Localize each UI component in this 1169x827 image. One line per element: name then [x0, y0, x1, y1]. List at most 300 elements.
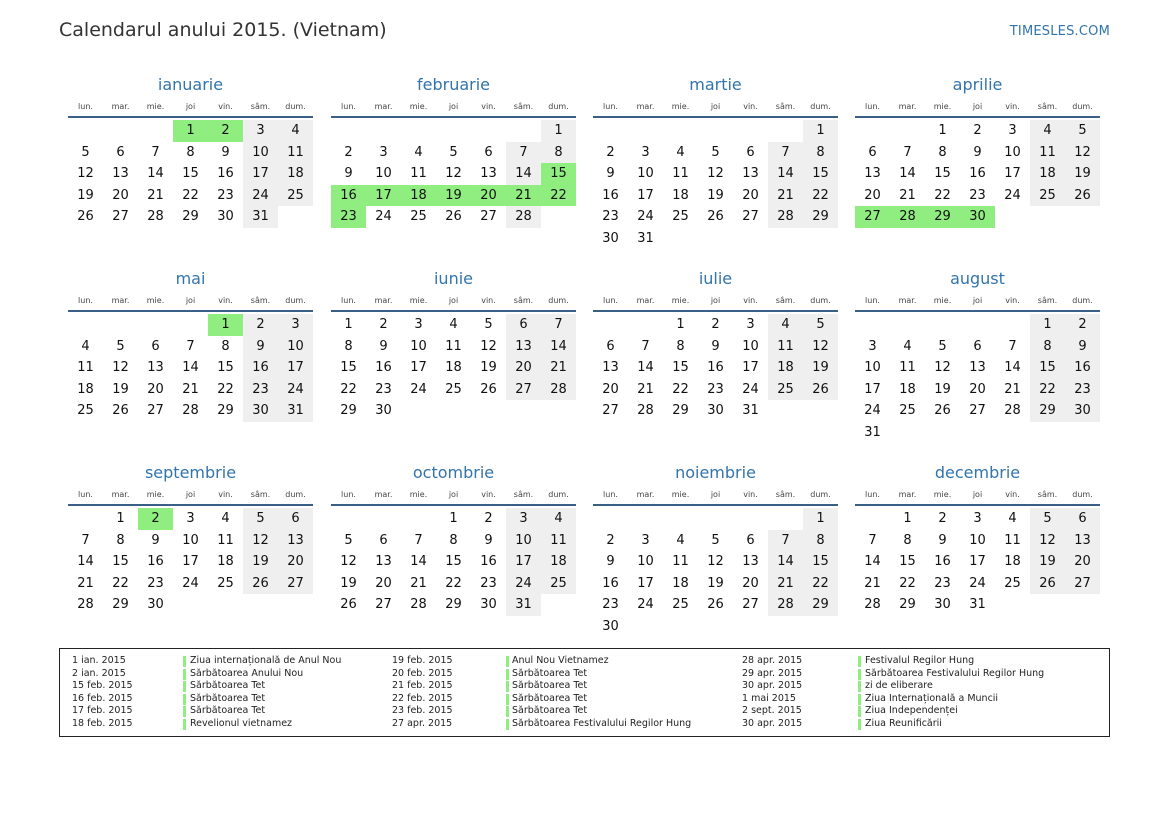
day-cell: 4	[81, 338, 90, 354]
day-cell: 25	[217, 575, 234, 591]
day-cell: 6	[746, 144, 755, 160]
weekday-header	[331, 292, 576, 312]
day-cell: 9	[711, 338, 720, 354]
day-cell: 25	[445, 381, 462, 397]
day-grid	[331, 118, 576, 228]
day-cell: 28	[1004, 403, 1021, 419]
day-cell: 29	[112, 597, 129, 613]
weekday-label: vin.	[481, 296, 496, 305]
empty-cell	[628, 314, 663, 336]
weekday-label: mar.	[111, 102, 130, 111]
holiday-marker	[183, 694, 186, 705]
day-cell: 11	[217, 532, 234, 548]
day-cell: 5	[1065, 120, 1100, 142]
holiday-day-cell: 29	[925, 206, 960, 228]
day-cell: 1	[676, 317, 685, 332]
day-cell: 18	[445, 360, 462, 376]
day-cell: 31	[278, 400, 313, 422]
weekday-label: dum.	[1072, 102, 1093, 111]
weekday-label: lun.	[341, 490, 356, 499]
day-cell: 10	[278, 336, 313, 358]
month-aprilie	[855, 72, 1100, 228]
day-cell: 10	[182, 532, 199, 548]
day-cell: 31	[243, 206, 278, 228]
holiday-day-cell: 2	[138, 508, 173, 530]
day-cell: 21	[864, 575, 881, 591]
day-cell: 8	[1030, 336, 1065, 358]
holiday-name: Festivalul Regilor Hung	[865, 655, 975, 666]
day-cell: 10	[637, 166, 654, 182]
weekday-label: joi	[972, 296, 983, 305]
day-cell: 7	[903, 144, 912, 160]
day-cell: 4	[221, 511, 230, 526]
holiday-marker	[506, 694, 509, 705]
day-cell: 12	[707, 554, 724, 570]
weekday-label: mie.	[409, 490, 428, 499]
day-cell: 21	[77, 575, 94, 591]
day-cell: 7	[541, 314, 576, 336]
day-cell: 24	[969, 575, 986, 591]
day-cell: 9	[484, 532, 493, 548]
day-cell: 25	[899, 403, 916, 419]
day-cell: 24	[637, 597, 654, 613]
day-cell: 13	[1065, 530, 1100, 552]
day-cell: 2	[606, 532, 615, 548]
empty-cell	[890, 314, 925, 336]
day-cell: 19	[934, 381, 951, 397]
day-cell: 19	[112, 381, 129, 397]
day-cell: 19	[243, 551, 278, 573]
weekday-label: vin.	[481, 102, 496, 111]
weekday-label: vin.	[1005, 296, 1020, 305]
holiday-name: Sărbătoarea Tet	[190, 705, 266, 717]
day-cell: 15	[182, 166, 199, 182]
day-cell: 1	[449, 511, 458, 526]
day-cell: 10	[1004, 144, 1021, 160]
holiday-date: 16 feb. 2015	[72, 692, 133, 704]
day-cell: 3	[379, 144, 388, 160]
day-cell: 28	[768, 594, 803, 616]
day-cell: 23	[707, 381, 724, 397]
holiday-marker	[183, 656, 186, 667]
day-cell: 22	[934, 187, 951, 203]
day-cell: 4	[676, 532, 685, 548]
weekday-label: dum.	[548, 102, 569, 111]
day-cell: 10	[506, 530, 541, 552]
day-cell: 31	[637, 230, 654, 246]
day-cell: 15	[340, 360, 357, 376]
day-grid	[68, 118, 313, 228]
weekday-label: lun.	[78, 490, 93, 499]
day-cell: 21	[147, 187, 164, 203]
month-name: aprilie	[952, 75, 1003, 94]
month-name: februarie	[416, 75, 491, 94]
weekday-header	[68, 486, 313, 506]
weekday-label: sâm.	[775, 490, 796, 499]
weekday-label: mie.	[671, 490, 690, 499]
weekday-label: sâm.	[250, 296, 271, 305]
day-cell: 13	[602, 360, 619, 376]
holiday-day-cell: 30	[960, 206, 995, 228]
weekday-label: lun.	[865, 102, 880, 111]
day-cell: 19	[803, 357, 838, 379]
holiday-day-cell: 16	[331, 185, 366, 207]
holiday-date: 28 apr. 2015	[742, 655, 803, 666]
day-cell: 30	[480, 597, 497, 613]
day-cell: 6	[973, 338, 982, 354]
holiday-marker	[858, 669, 861, 680]
day-cell: 15	[1030, 357, 1065, 379]
day-cell: 11	[541, 530, 576, 552]
day-cell: 17	[278, 357, 313, 379]
weekday-label: mar.	[374, 102, 393, 111]
day-cell: 13	[147, 360, 164, 376]
holiday-day-cell: 19	[436, 185, 471, 207]
weekday-header	[855, 486, 1100, 506]
empty-cell	[331, 508, 366, 530]
day-cell: 2	[606, 144, 615, 160]
day-cell: 29	[1030, 400, 1065, 422]
day-cell: 29	[182, 209, 199, 225]
day-cell: 13	[742, 166, 759, 182]
day-cell: 17	[506, 551, 541, 573]
holiday-name: Anul Nou Vietnamez	[512, 655, 609, 666]
day-cell: 5	[711, 532, 720, 548]
holiday-marker	[506, 656, 509, 667]
weekday-label: joi	[448, 102, 459, 111]
weekday-label: dum.	[285, 102, 306, 111]
day-cell: 11	[410, 166, 427, 182]
day-cell: 14	[541, 336, 576, 358]
holiday-date: 27 apr. 2015	[392, 717, 453, 729]
weekday-label: mar.	[898, 102, 917, 111]
day-cell: 9	[243, 336, 278, 358]
weekday-label: joi	[448, 296, 459, 305]
day-cell: 26	[707, 597, 724, 613]
weekday-label: lun.	[865, 296, 880, 305]
day-cell: 27	[742, 597, 759, 613]
day-cell: 12	[445, 166, 462, 182]
holiday-name: Ziua Internațională a Muncii	[865, 692, 999, 704]
day-cell: 15	[899, 554, 916, 570]
empty-cell	[103, 120, 138, 142]
day-grid	[855, 506, 1100, 616]
month-name: ianuarie	[157, 75, 224, 94]
day-cell: 14	[506, 163, 541, 185]
day-cell: 1	[1030, 314, 1065, 336]
day-cell: 20	[506, 357, 541, 379]
day-cell: 3	[868, 338, 877, 354]
day-cell: 7	[81, 532, 90, 548]
day-cell: 7	[186, 338, 195, 354]
day-cell: 15	[217, 360, 234, 376]
day-cell: 2	[1065, 314, 1100, 336]
month-name: iulie	[698, 269, 733, 288]
weekday-label: dum.	[548, 296, 569, 305]
day-cell: 9	[606, 166, 615, 182]
day-cell: 7	[151, 144, 160, 160]
empty-cell	[103, 314, 138, 336]
day-cell: 2	[344, 144, 353, 160]
holiday-day-cell: 2	[208, 120, 243, 142]
day-cell: 14	[410, 554, 427, 570]
day-cell: 16	[480, 554, 497, 570]
empty-cell	[68, 508, 103, 530]
day-cell: 28	[410, 597, 427, 613]
day-cell: 11	[1030, 142, 1065, 164]
day-cell: 6	[379, 532, 388, 548]
day-cell: 25	[768, 379, 803, 401]
weekday-header	[68, 292, 313, 312]
empty-cell	[138, 314, 173, 336]
day-cell: 20	[1065, 551, 1100, 573]
day-cell: 3	[243, 120, 278, 142]
weekday-label: sâm.	[513, 490, 534, 499]
day-cell: 7	[1008, 338, 1017, 354]
day-cell: 17	[1004, 166, 1021, 182]
day-cell: 23	[217, 187, 234, 203]
day-cell: 17	[637, 575, 654, 591]
day-cell: 31	[506, 594, 541, 616]
holiday-date: 17 feb. 2015	[72, 705, 133, 717]
empty-cell	[506, 120, 541, 142]
day-cell: 26	[340, 597, 357, 613]
day-cell: 11	[77, 360, 94, 376]
day-cell: 27	[742, 209, 759, 225]
day-cell: 29	[803, 206, 838, 228]
day-cell: 12	[77, 166, 94, 182]
weekday-label: dum.	[285, 296, 306, 305]
holiday-legend	[59, 648, 1110, 737]
empty-cell	[995, 314, 1030, 336]
day-cell: 15	[672, 360, 689, 376]
empty-cell	[628, 508, 663, 530]
day-cell: 30	[243, 400, 278, 422]
month-name: octombrie	[412, 463, 495, 482]
day-cell: 1	[116, 511, 125, 526]
holiday-date: 2 sept. 2015	[742, 705, 802, 717]
holiday-marker	[506, 706, 509, 717]
day-cell: 24	[410, 381, 427, 397]
weekday-label: mie.	[409, 296, 428, 305]
day-cell: 12	[803, 336, 838, 358]
day-cell: 2	[484, 511, 493, 526]
holiday-date: 1 mai 2015	[742, 692, 796, 704]
day-cell: 13	[375, 554, 392, 570]
day-cell: 11	[768, 336, 803, 358]
day-cell: 24	[1004, 187, 1021, 203]
day-cell: 29	[899, 597, 916, 613]
empty-cell	[138, 120, 173, 142]
holiday-name: Sărbătoarea Tet	[512, 692, 588, 704]
day-cell: 22	[340, 381, 357, 397]
holiday-day-cell: 1	[173, 120, 208, 142]
day-cell: 5	[484, 317, 493, 332]
day-cell: 17	[410, 360, 427, 376]
weekday-label: vin.	[1005, 490, 1020, 499]
day-cell: 9	[221, 144, 230, 160]
day-grid	[593, 506, 838, 638]
day-cell: 5	[711, 144, 720, 160]
weekday-label: lun.	[78, 102, 93, 111]
day-cell: 19	[707, 187, 724, 203]
day-cell: 13	[506, 336, 541, 358]
day-cell: 23	[602, 209, 619, 225]
weekday-header	[855, 98, 1100, 118]
day-cell: 8	[221, 338, 230, 354]
day-cell: 23	[1065, 379, 1100, 401]
weekday-label: lun.	[865, 490, 880, 499]
empty-cell	[890, 120, 925, 142]
holiday-date: 19 feb. 2015	[392, 655, 453, 666]
day-cell: 24	[864, 403, 881, 419]
day-cell: 4	[414, 144, 423, 160]
day-cell: 12	[707, 166, 724, 182]
weekday-label: mar.	[636, 102, 655, 111]
empty-cell	[68, 314, 103, 336]
day-cell: 11	[672, 554, 689, 570]
holiday-date: 15 feb. 2015	[72, 680, 133, 692]
month-mai	[68, 266, 313, 422]
holiday-marker	[506, 719, 509, 730]
day-cell: 8	[938, 144, 947, 160]
empty-cell	[698, 508, 733, 530]
day-cell: 22	[672, 381, 689, 397]
day-cell: 7	[768, 142, 803, 164]
day-cell: 9	[344, 166, 353, 182]
empty-cell	[593, 314, 628, 336]
holiday-day-cell: 23	[331, 206, 366, 228]
day-cell: 6	[151, 338, 160, 354]
day-cell: 19	[480, 360, 497, 376]
weekday-header	[68, 98, 313, 118]
day-cell: 27	[602, 403, 619, 419]
weekday-label: sâm.	[1037, 102, 1058, 111]
day-cell: 18	[278, 163, 313, 185]
day-cell: 11	[899, 360, 916, 376]
day-cell: 6	[116, 144, 125, 160]
day-cell: 31	[864, 424, 881, 440]
day-cell: 3	[414, 317, 423, 332]
day-cell: 28	[637, 403, 654, 419]
day-cell: 31	[969, 597, 986, 613]
day-cell: 16	[707, 360, 724, 376]
empty-cell	[593, 120, 628, 142]
day-cell: 1	[903, 511, 912, 526]
month-februarie	[331, 72, 576, 228]
day-cell: 21	[637, 381, 654, 397]
day-cell: 18	[77, 381, 94, 397]
day-cell: 16	[1065, 357, 1100, 379]
day-cell: 2	[243, 314, 278, 336]
day-cell: 12	[1065, 142, 1100, 164]
day-cell: 28	[864, 597, 881, 613]
weekday-label: sâm.	[250, 490, 271, 499]
weekday-label: vin.	[481, 490, 496, 499]
day-cell: 25	[672, 209, 689, 225]
holiday-name: Sărbătoarea Tet	[512, 667, 588, 679]
weekday-label: mie.	[146, 490, 165, 499]
day-cell: 22	[182, 187, 199, 203]
site-link[interactable]: TIMESLES.COM	[1009, 24, 1110, 39]
day-cell: 3	[973, 511, 982, 526]
day-cell: 18	[899, 381, 916, 397]
holiday-date: 21 feb. 2015	[392, 680, 453, 692]
day-cell: 10	[742, 338, 759, 354]
day-cell: 25	[410, 209, 427, 225]
day-cell: 17	[243, 163, 278, 185]
weekday-label: dum.	[548, 490, 569, 499]
day-cell: 4	[278, 120, 313, 142]
day-grid	[593, 312, 838, 422]
weekday-label: vin.	[743, 102, 758, 111]
weekday-label: vin.	[218, 490, 233, 499]
weekday-label: joi	[448, 490, 459, 499]
month-octombrie	[331, 460, 576, 616]
weekday-label: lun.	[603, 490, 618, 499]
day-cell: 16	[602, 575, 619, 591]
holiday-name: Sărbătoarea Festivalului Regilor Hung	[512, 717, 692, 729]
day-cell: 25	[1004, 575, 1021, 591]
empty-cell	[925, 314, 960, 336]
weekday-label: dum.	[810, 296, 831, 305]
day-cell: 25	[672, 597, 689, 613]
day-cell: 18	[768, 357, 803, 379]
empty-cell	[663, 508, 698, 530]
weekday-label: mar.	[111, 490, 130, 499]
weekday-label: lun.	[341, 296, 356, 305]
day-cell: 20	[742, 187, 759, 203]
day-cell: 20	[602, 381, 619, 397]
day-cell: 8	[903, 532, 912, 548]
weekday-label: joi	[185, 102, 196, 111]
weekday-header	[331, 486, 576, 506]
holiday-date: 23 feb. 2015	[392, 705, 453, 717]
month-name: august	[950, 269, 1005, 288]
day-cell: 2	[711, 317, 720, 332]
weekday-label: mie.	[933, 102, 952, 111]
day-cell: 25	[278, 185, 313, 207]
day-cell: 5	[449, 144, 458, 160]
day-cell: 6	[278, 508, 313, 530]
holiday-date: 22 feb. 2015	[392, 692, 453, 704]
day-cell: 30	[375, 403, 392, 419]
day-cell: 19	[1030, 551, 1065, 573]
day-cell: 3	[1008, 123, 1017, 138]
day-cell: 15	[934, 166, 951, 182]
weekday-label: vin.	[743, 296, 758, 305]
day-cell: 26	[707, 209, 724, 225]
day-cell: 22	[803, 573, 838, 595]
month-name: martie	[689, 75, 742, 94]
empty-cell	[68, 120, 103, 142]
day-cell: 13	[969, 360, 986, 376]
day-cell: 5	[803, 314, 838, 336]
empty-cell	[768, 508, 803, 530]
day-cell: 4	[449, 317, 458, 332]
day-cell: 30	[1065, 400, 1100, 422]
day-cell: 11	[278, 142, 313, 164]
empty-cell	[663, 120, 698, 142]
day-cell: 7	[868, 532, 877, 548]
holiday-date: 20 feb. 2015	[392, 667, 453, 679]
holiday-marker	[506, 681, 509, 692]
day-cell: 22	[217, 381, 234, 397]
day-cell: 4	[1008, 511, 1017, 526]
day-cell: 22	[445, 575, 462, 591]
weekday-label: mar.	[374, 296, 393, 305]
day-cell: 10	[375, 166, 392, 182]
